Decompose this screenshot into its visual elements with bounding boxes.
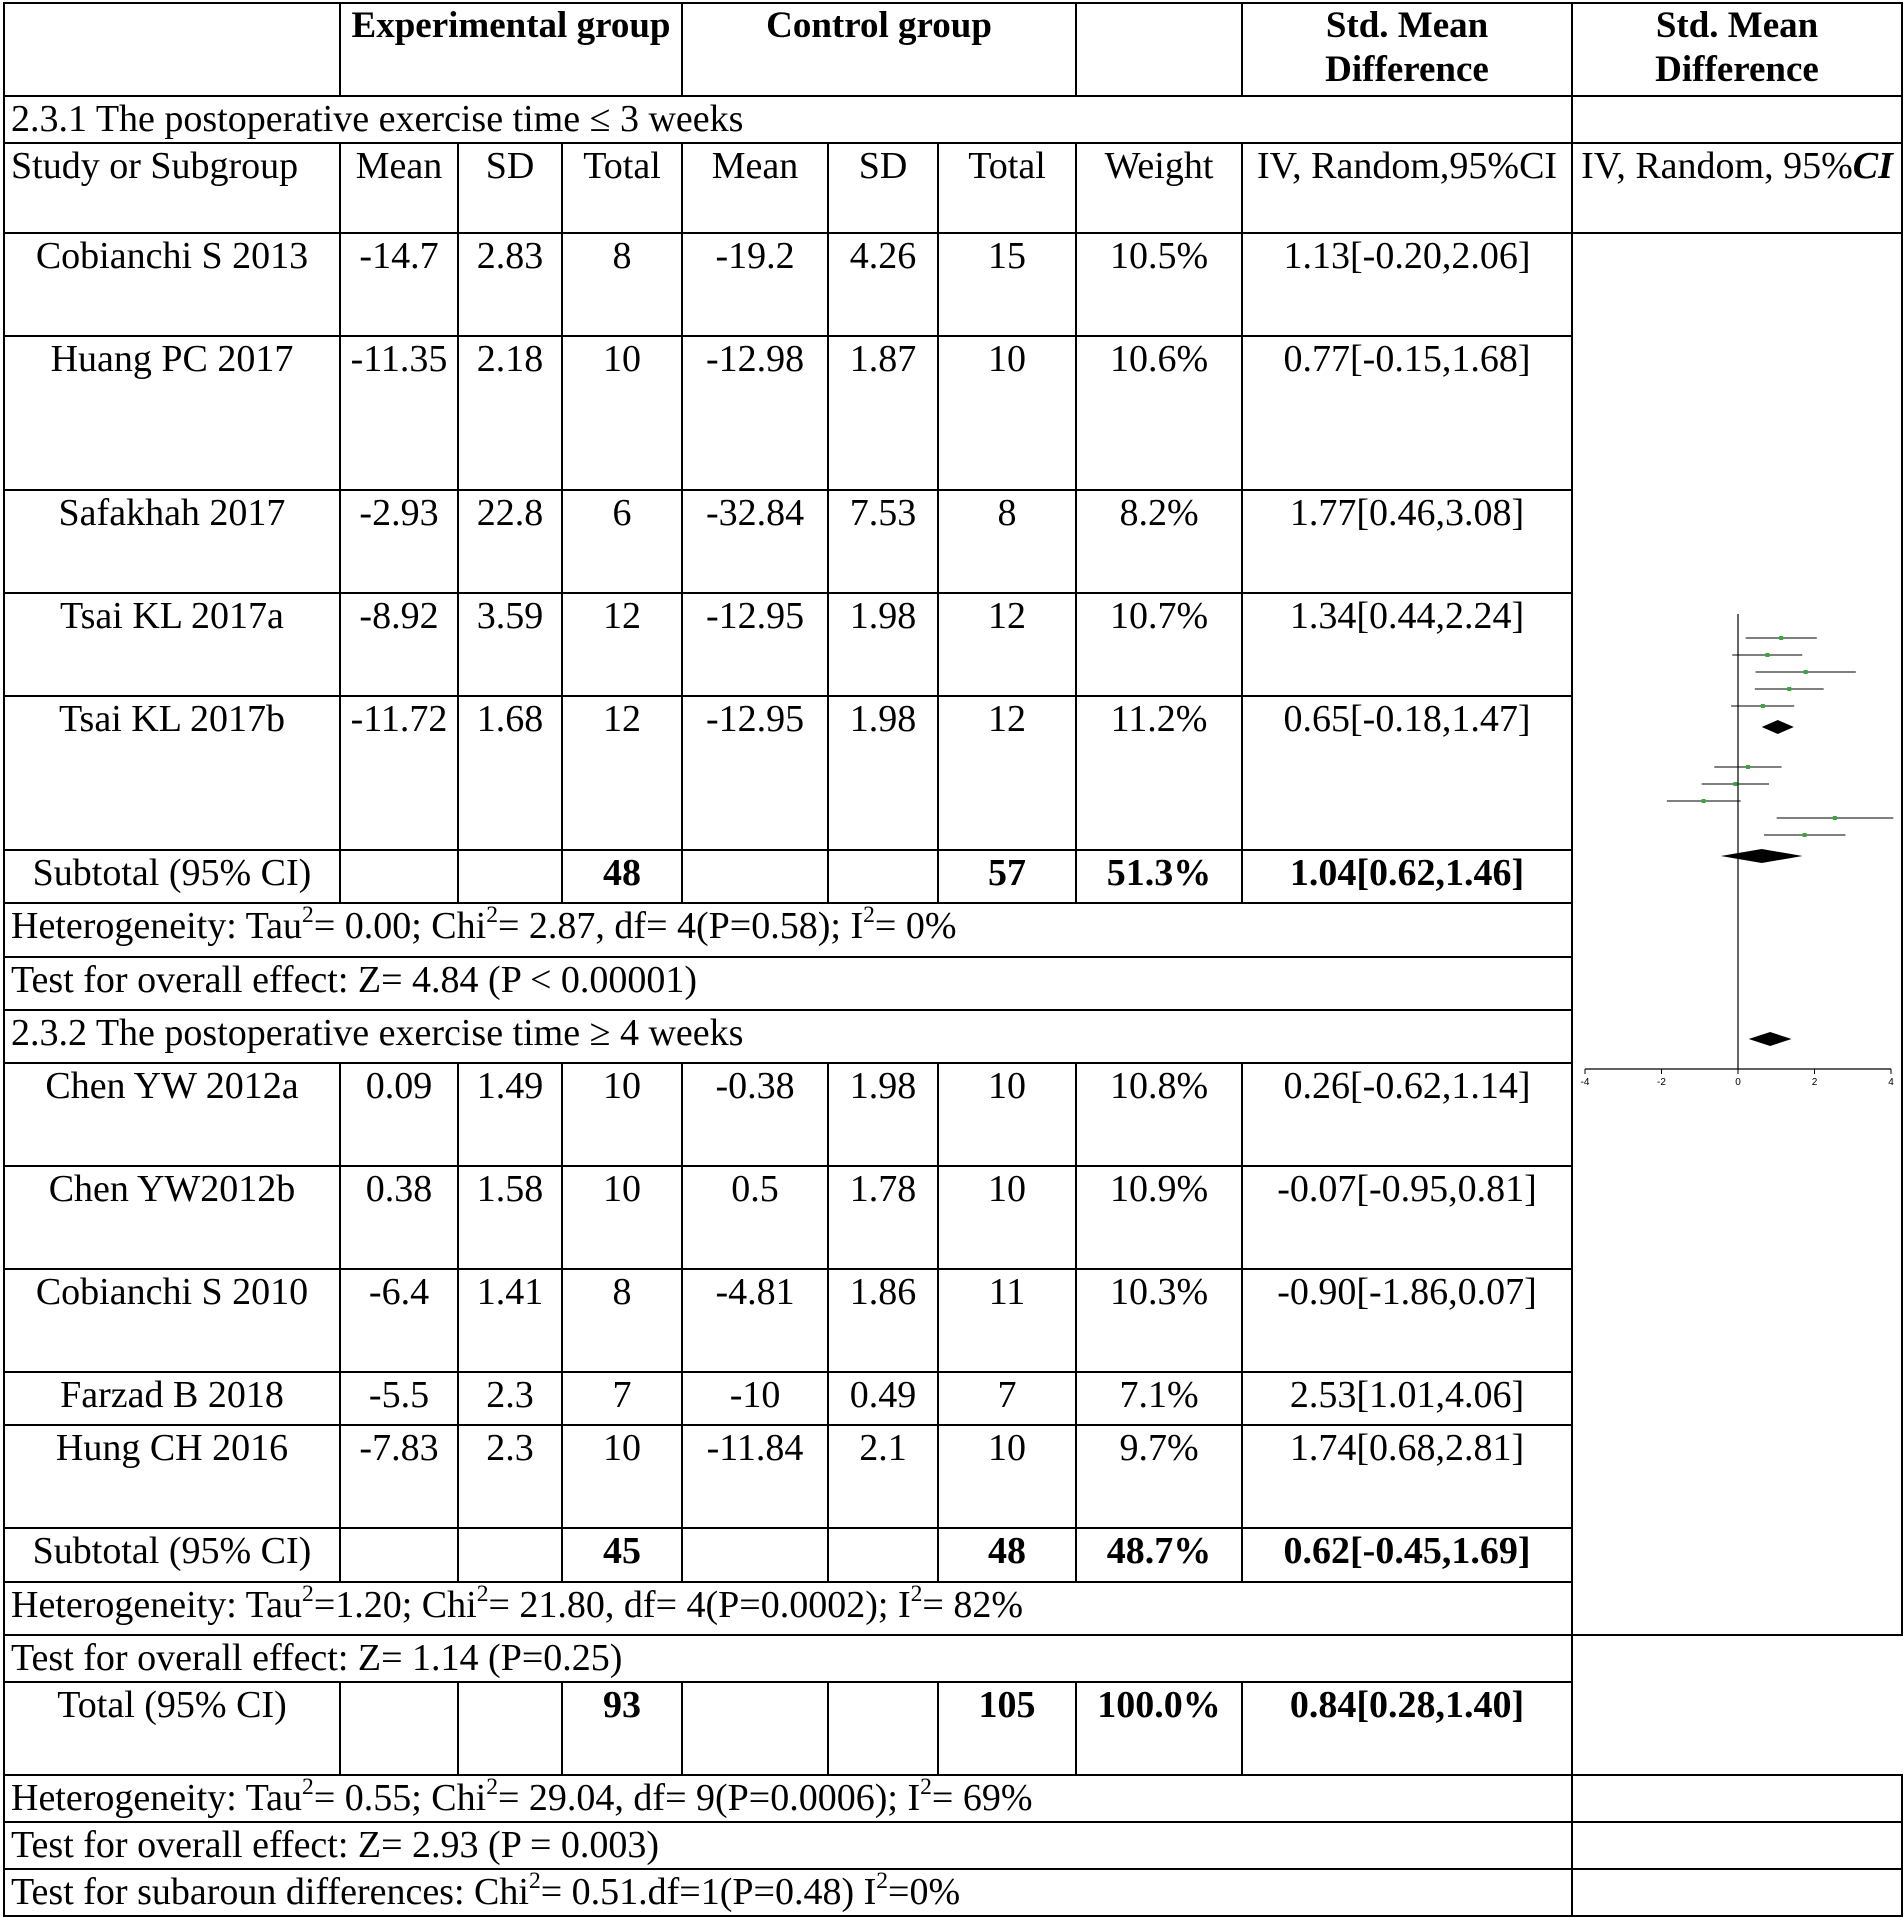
col-ctrl-sd: SD xyxy=(828,143,938,233)
het-text: = 29.04, df= 9(P=0.0006); I xyxy=(498,1777,921,1819)
weight: 10.7% xyxy=(1076,593,1242,696)
col-exp-mean: Mean xyxy=(340,143,458,233)
col-exp-total: Total xyxy=(562,143,682,233)
superscript: 2 xyxy=(486,1775,498,1800)
subtotal-diamond xyxy=(1762,720,1794,734)
point-estimate xyxy=(1833,816,1837,820)
exp-total: 8 xyxy=(562,1269,682,1372)
ctrl-sd: 1.86 xyxy=(828,1269,938,1372)
overall-effect-row xyxy=(4,1822,1902,1869)
study-name: Tsai KL 2017a xyxy=(4,593,340,696)
x-tick-label: 4 xyxy=(1888,1077,1894,1088)
ctrl-total: 15 xyxy=(938,233,1076,336)
weight: 10.5% xyxy=(1076,233,1242,336)
subgroup-diff-text: Test for subaroun differences: Chi xyxy=(11,1871,529,1913)
ctrl-total: 12 xyxy=(938,593,1076,696)
subtotal-ci: 1.04[0.62,1.46] xyxy=(1242,850,1572,903)
superscript: 2 xyxy=(302,1775,314,1800)
subgroup-differences-row xyxy=(4,1869,1902,1916)
total-row xyxy=(4,1682,1902,1775)
effect-ci: 1.77[0.46,3.08] xyxy=(1242,490,1572,593)
total-ci: 0.84[0.28,1.40] xyxy=(1242,1682,1572,1775)
ctrl-total: 8 xyxy=(938,490,1076,593)
col-ctrl-mean: Mean xyxy=(682,143,828,233)
ctrl-sd: 1.98 xyxy=(828,1063,938,1166)
effect-ci: 0.65[-0.18,1.47] xyxy=(1242,696,1572,850)
subtotal-label: Subtotal (95% CI) xyxy=(4,1528,340,1581)
subtotal-label: Subtotal (95% CI) xyxy=(4,850,340,903)
het-text: Heterogeneity: Tau xyxy=(11,1777,303,1819)
subgroup-differences-text xyxy=(4,1869,1572,1916)
header-row xyxy=(4,3,1902,96)
study-name: Cobianchi S 2010 xyxy=(4,1269,340,1372)
col-exp-sd: SD xyxy=(458,143,562,233)
plot-header-spacer xyxy=(1572,96,1902,143)
ctrl-total: 10 xyxy=(938,1063,1076,1166)
x-tick-label: 2 xyxy=(1811,1077,1818,1088)
total-label: Total (95% CI) xyxy=(4,1682,340,1775)
subtotal-diamond xyxy=(1721,849,1803,863)
subtotal-weight: 48.7% xyxy=(1076,1528,1242,1581)
x-tick-label: 0 xyxy=(1735,1077,1741,1088)
blank-cell xyxy=(458,1528,562,1581)
blank-cell xyxy=(340,1528,458,1581)
overall-effect-text: Test for overall effect: Z= 2.93 (P = 0.003) xyxy=(4,1822,1572,1869)
superscript: 2 xyxy=(486,903,498,929)
ctrl-mean: -12.95 xyxy=(682,593,828,696)
het-text: = 69% xyxy=(931,1777,1033,1819)
exp-total: 10 xyxy=(562,1166,682,1269)
col-ctrl-total: Total xyxy=(938,143,1076,233)
total-weight: 100.0% xyxy=(1076,1682,1242,1775)
plot-spacer xyxy=(1572,1869,1902,1916)
superscript: 2 xyxy=(476,1581,489,1607)
exp-mean: -7.83 xyxy=(340,1425,458,1528)
superscript: 2 xyxy=(910,1581,923,1607)
exp-mean: 0.38 xyxy=(340,1166,458,1269)
effect-ci: 2.53[1.01,4.06] xyxy=(1242,1372,1572,1425)
study-name: Huang PC 2017 xyxy=(4,336,340,490)
het-text: = 82% xyxy=(922,1583,1023,1626)
heterogeneity-text xyxy=(4,1582,1572,1635)
het-text: =1.20; Chi xyxy=(313,1583,477,1626)
exp-sd: 1.58 xyxy=(458,1166,562,1269)
point-estimate xyxy=(1733,782,1737,786)
exp-sd: 1.41 xyxy=(458,1269,562,1372)
superscript: 2 xyxy=(302,903,314,929)
col-ci: IV, Random,95%CI xyxy=(1242,143,1572,233)
point-estimate xyxy=(1787,687,1791,691)
exp-mean: -11.72 xyxy=(340,696,458,850)
het-text: = 21.80, df= 4(P=0.0002); I xyxy=(488,1583,911,1626)
ctrl-mean: -11.84 xyxy=(682,1425,828,1528)
overall-effect-text: Test for overall effect: Z= 1.14 (P=0.25) xyxy=(4,1635,1572,1682)
exp-sd: 3.59 xyxy=(458,593,562,696)
weight: 9.7% xyxy=(1076,1425,1242,1528)
total-ctrl-total: 105 xyxy=(938,1682,1076,1775)
ctrl-total: 7 xyxy=(938,1372,1076,1425)
blank-cell xyxy=(458,850,562,903)
ctrl-mean: -19.2 xyxy=(682,233,828,336)
blank-cell xyxy=(682,1528,828,1581)
het-text: = 0.55; Chi xyxy=(313,1777,487,1819)
point-estimate xyxy=(1804,670,1808,674)
ctrl-sd: 1.87 xyxy=(828,336,938,490)
header-smd-column: Std. Mean Difference xyxy=(1242,3,1572,96)
het-text: Heterogeneity: Tau xyxy=(11,905,303,948)
forest-plot xyxy=(1573,234,1902,1634)
effect-ci: 1.34[0.44,2.24] xyxy=(1242,593,1572,696)
subtotal-ctrl-total: 57 xyxy=(938,850,1076,903)
ctrl-sd: 1.98 xyxy=(828,696,938,850)
ctrl-sd: 0.49 xyxy=(828,1372,938,1425)
col-plot-ci xyxy=(1572,143,1902,233)
ctrl-mean: -4.81 xyxy=(682,1269,828,1372)
exp-total: 8 xyxy=(562,233,682,336)
ctrl-sd: 1.78 xyxy=(828,1166,938,1269)
blank-cell xyxy=(340,1682,458,1775)
ctrl-mean: 0.5 xyxy=(682,1166,828,1269)
study-name: Chen YW 2012a xyxy=(4,1063,340,1166)
header-control: Control group xyxy=(682,3,1076,96)
ctrl-total: 10 xyxy=(938,1166,1076,1269)
superscript: 2 xyxy=(863,903,875,929)
exp-total: 6 xyxy=(562,490,682,593)
study-name: Tsai KL 2017b xyxy=(4,696,340,850)
column-header-row xyxy=(4,143,1902,233)
exp-total: 12 xyxy=(562,696,682,850)
subtotal-weight: 51.3% xyxy=(1076,850,1242,903)
point-estimate xyxy=(1779,636,1783,640)
study-row xyxy=(4,233,1902,336)
ctrl-mean: -10 xyxy=(682,1372,828,1425)
exp-mean: -6.4 xyxy=(340,1269,458,1372)
point-estimate xyxy=(1761,704,1765,708)
superscript: 2 xyxy=(528,1869,541,1894)
ctrl-mean: -12.98 xyxy=(682,336,828,490)
effect-ci: 1.13[-0.20,2.06] xyxy=(1242,233,1572,336)
study-name: Safakhah 2017 xyxy=(4,490,340,593)
ctrl-total: 12 xyxy=(938,696,1076,850)
overall-effect-row xyxy=(4,1635,1902,1682)
col-weight: Weight xyxy=(1076,143,1242,233)
exp-sd: 2.3 xyxy=(458,1425,562,1528)
header-smd-plot: Std. Mean Difference xyxy=(1572,3,1902,96)
exp-total: 10 xyxy=(562,1063,682,1166)
study-name: Chen YW2012b xyxy=(4,1166,340,1269)
exp-mean: -14.7 xyxy=(340,233,458,336)
subtotal-ctrl-total: 48 xyxy=(938,1528,1076,1581)
blank-cell xyxy=(682,1682,828,1775)
weight: 10.9% xyxy=(1076,1166,1242,1269)
exp-sd: 1.49 xyxy=(458,1063,562,1166)
subgroup-diff-text: = 0.51.df=1(P=0.48) I xyxy=(540,1871,877,1913)
exp-sd: 2.18 xyxy=(458,336,562,490)
het-text: = 0.00; Chi xyxy=(313,905,487,948)
exp-total: 10 xyxy=(562,336,682,490)
effect-ci: -0.07[-0.95,0.81] xyxy=(1242,1166,1572,1269)
ctrl-total: 10 xyxy=(938,1425,1076,1528)
blank-cell xyxy=(828,1682,938,1775)
exp-sd: 2.83 xyxy=(458,233,562,336)
study-name: Farzad B 2018 xyxy=(4,1372,340,1425)
heterogeneity-text xyxy=(4,903,1572,956)
point-estimate xyxy=(1765,653,1769,657)
point-estimate xyxy=(1746,765,1750,769)
ctrl-sd: 1.98 xyxy=(828,593,938,696)
effect-ci: -0.90[-1.86,0.07] xyxy=(1242,1269,1572,1372)
exp-sd: 1.68 xyxy=(458,696,562,850)
effect-ci: 0.77[-0.15,1.68] xyxy=(1242,336,1572,490)
plot-spacer xyxy=(1572,1775,1902,1822)
exp-sd: 2.3 xyxy=(458,1372,562,1425)
exp-sd: 22.8 xyxy=(458,490,562,593)
blank-cell xyxy=(682,850,828,903)
ctrl-total: 10 xyxy=(938,336,1076,490)
weight: 10.8% xyxy=(1076,1063,1242,1166)
exp-total: 10 xyxy=(562,1425,682,1528)
subgroup1-title: 2.3.1 The postoperative exercise time ≤ 3 weeks xyxy=(4,96,1572,143)
superscript: 2 xyxy=(302,1581,314,1607)
subtotal-exp-total: 45 xyxy=(562,1528,682,1581)
col-study: Study or Subgroup xyxy=(4,143,340,233)
total-diamond xyxy=(1749,1032,1792,1046)
point-estimate xyxy=(1702,799,1706,803)
heterogeneity-text xyxy=(4,1775,1572,1822)
weight: 10.3% xyxy=(1076,1269,1242,1372)
study-name: Hung CH 2016 xyxy=(4,1425,340,1528)
weight: 7.1% xyxy=(1076,1372,1242,1425)
plot-spacer xyxy=(1572,1822,1902,1869)
x-tick-label: -2 xyxy=(1657,1077,1666,1088)
forest-plot-table xyxy=(3,2,1903,1917)
exp-mean: -2.93 xyxy=(340,490,458,593)
het-text: = 0% xyxy=(874,905,957,948)
study-name: Cobianchi S 2013 xyxy=(4,233,340,336)
exp-mean: 0.09 xyxy=(340,1063,458,1166)
blank-cell xyxy=(340,850,458,903)
ctrl-sd: 2.1 xyxy=(828,1425,938,1528)
superscript: 2 xyxy=(920,1775,932,1800)
weight: 8.2% xyxy=(1076,490,1242,593)
overall-effect-text: Test for overall effect: Z= 4.84 (P < 0.00001) xyxy=(4,957,1572,1010)
superscript: 2 xyxy=(876,1869,889,1894)
effect-ci: 1.74[0.68,2.81] xyxy=(1242,1425,1572,1528)
subgroup2-title: 2.3.2 The postoperative exercise time ≥ 4 weeks xyxy=(4,1010,1572,1063)
het-text: Heterogeneity: Tau xyxy=(11,1583,303,1626)
exp-total: 7 xyxy=(562,1372,682,1425)
blank-cell xyxy=(458,1682,562,1775)
forest-plot-cell xyxy=(1572,233,1902,1635)
ctrl-mean: -12.95 xyxy=(682,696,828,850)
header-weight-blank xyxy=(1076,3,1242,96)
ctrl-mean: -32.84 xyxy=(682,490,828,593)
subtotal-exp-total: 48 xyxy=(562,850,682,903)
het-text: = 2.87, df= 4(P=0.58); I xyxy=(498,905,864,948)
heterogeneity-row xyxy=(4,1775,1902,1822)
blank-cell xyxy=(828,850,938,903)
weight: 11.2% xyxy=(1076,696,1242,850)
point-estimate xyxy=(1803,833,1807,837)
effect-ci: 0.26[-0.62,1.14] xyxy=(1242,1063,1572,1166)
header-experimental: Experimental group xyxy=(340,3,682,96)
exp-total: 12 xyxy=(562,593,682,696)
ctrl-mean: -0.38 xyxy=(682,1063,828,1166)
ctrl-total: 11 xyxy=(938,1269,1076,1372)
ctrl-sd: 7.53 xyxy=(828,490,938,593)
total-exp-total: 93 xyxy=(562,1682,682,1775)
weight: 10.6% xyxy=(1076,336,1242,490)
header-blank xyxy=(4,3,340,96)
x-tick-label: -4 xyxy=(1580,1077,1590,1088)
ctrl-sd: 4.26 xyxy=(828,233,938,336)
exp-mean: -11.35 xyxy=(340,336,458,490)
col-plot-ci-suffix: CI xyxy=(1852,145,1893,187)
blank-cell xyxy=(828,1528,938,1581)
col-plot-ci-prefix: IV, Random, 95% xyxy=(1581,145,1853,187)
exp-mean: -5.5 xyxy=(340,1372,458,1425)
subtotal-ci: 0.62[-0.45,1.69] xyxy=(1242,1528,1572,1581)
subgroup1-title-row xyxy=(4,96,1902,143)
subgroup-diff-text: =0% xyxy=(888,1871,961,1913)
exp-mean: -8.92 xyxy=(340,593,458,696)
